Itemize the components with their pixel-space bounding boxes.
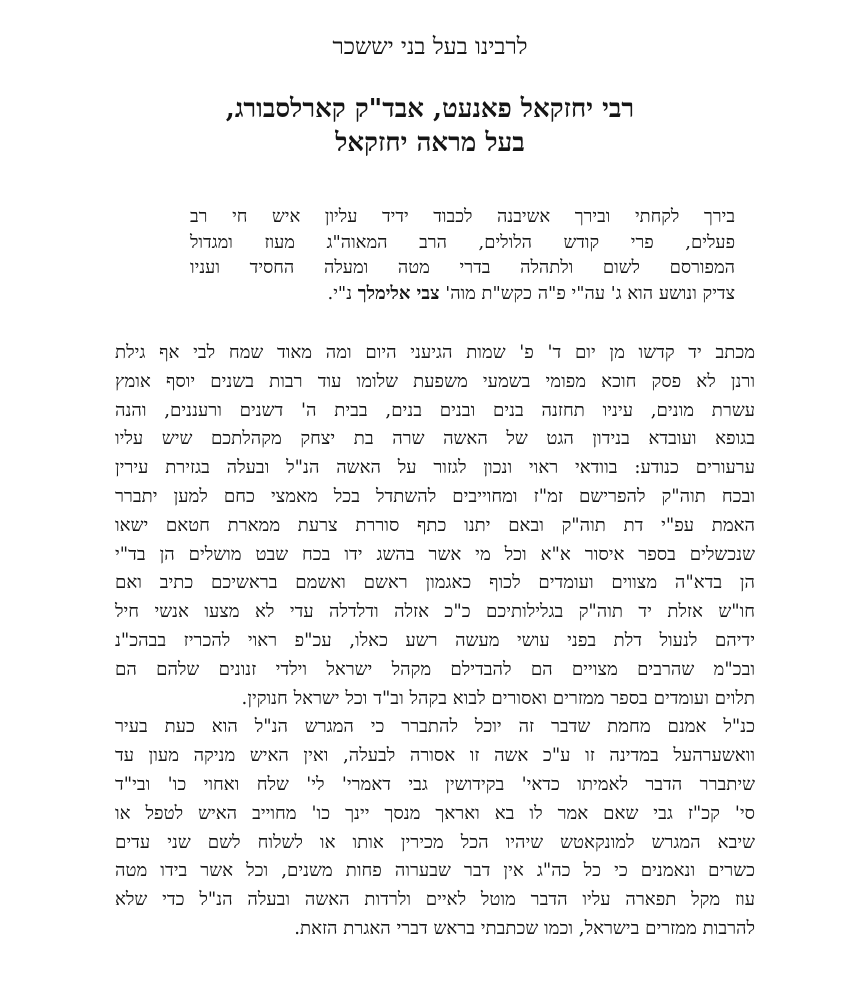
body-line: ידיהם לנעול דלת בפני עושי מעשה רשע כאלו, עכ"פ ראוי להכריז בבהכ"נ xyxy=(115,629,755,651)
title-line-2: בעל מראה יחזקאל xyxy=(335,128,525,158)
body-line: וואשערהעל במדינה זו ע"כ אשה זו אסורה לבעלה, ואין האיש מניקה מעון עד xyxy=(115,745,755,767)
letter-body xyxy=(115,339,755,944)
body-paragraph-2 xyxy=(115,713,755,943)
body-line: האמת עפ"י דת תוה"ק ובאם יתנו כתף סוררת צרעת ממארת חטאם ישאו xyxy=(115,514,755,536)
intro-line xyxy=(190,281,735,307)
body-paragraph-1 xyxy=(115,339,755,713)
body-line: חו"ש אזלת יד תוה"ק בגלילותיכם כ"כ אזלה ודלדלה עדי לא מצעו אנשי חיל xyxy=(115,601,755,623)
body-line: כנ"ל אמנם מחמת שדבר זה יוכל להתברר כי המגרש הנ"ל הוא כעת בעיר xyxy=(115,716,755,738)
intro-line: המפורסם לשום ולתהלה בדרי מטה ומעלה החסיד ועניו xyxy=(190,257,735,279)
body-line: מכתב יד קדשו מן יום ד' פ' שמות הגיעני היום ומה מאוד שמח לבי אף גילת xyxy=(115,342,755,363)
recipient-name: צבי אלימלך xyxy=(357,283,440,305)
body-line: עוז מקל תפארה עליו הדבר מוטל לאיים ולרדות האשה ובעלה הנ"ל כדי שלא xyxy=(115,889,755,911)
body-line: ערעורים כנודע: בוודאי ראוי ונכון לגזור על האשה הנ"ל ובעלה בגזירת עירין xyxy=(115,457,755,479)
running-head: לרבינו בעל בני יששכר xyxy=(332,34,528,60)
chapter-title xyxy=(0,92,860,160)
intro-line: פעלים, פרי קודש הלולים, הרב המאוה"ג מעוז ומגדול xyxy=(190,231,735,253)
body-line: ובכ"מ שהרבים מצויים הם להבדילם מקהל ישראל וילדי זנונים שלהם הם xyxy=(115,658,755,680)
body-line: כשרים ונאמנים כי כל כה"ג אין דבר שבערוה פחות משנים, וכל אשר בידו מטה xyxy=(115,860,755,882)
body-line: בגופא ועובדא בנידון הגט של האשה שרה בת יצחק מקהלתכם שיש עליו xyxy=(115,428,755,450)
body-line: הן בדא"ה מצווים ועומדים לכוף כאגמון ראשם ואשמם בראשיכם כתיב ואם xyxy=(115,572,755,594)
body-line: ורנן לא פסק חוכא מפומי בשמעי משפעת שלומו עוד רבות בשנים יוסף אומץ xyxy=(115,370,755,392)
body-line: שיבא המגרש למונקאטש שיהיו הכל מכירין אותו או לשלוח לשם שני עדים xyxy=(115,831,755,853)
intro-line-text: צדיק ונושע הוא ג' עה"י פ"ה כקש"ת מוה' xyxy=(445,283,735,305)
body-line: שנכשלים בספר איסור א"א וכל מי אשר בהשג ידו בכח שבט מושלים הן בד"י xyxy=(115,543,755,565)
intro-line: בירך לקחתי ובירך אשיבנה לכבוד ידיד עליון איש חי רב xyxy=(190,206,735,227)
intro-paragraph xyxy=(190,204,735,307)
body-line: תלוים ועומדים בספר ממזרים ואסורים לבוא בקהל וב"ד וכל ישראל חנוקין. xyxy=(241,687,755,709)
body-line: עשרת מונים, עיניו תחזנה בנים ובנים בנים, בבית ה' דשנים ורעננים, והנה xyxy=(115,399,755,421)
body-line: סי' קכ"ז גבי שאם אמר לו בא ואראך מנסך יינך כו' מחוייב האיש לטפל או xyxy=(115,802,755,824)
body-line: ובכח תוה"ק להפרישם זמ"ז ומחוייבים להשתדל בכל מאמצי כחם למען יתברר xyxy=(115,485,755,507)
body-line: שיתברר הדבר לאמיתו כדאי' בקידושין גבי דאמרי' לי' שלח ואחוי כו' ובי"ד xyxy=(115,773,755,795)
body-line: להרבות ממזרים בישראל, וכמו שכתבתי בראש דברי האגרת הזאת. xyxy=(294,917,755,939)
name-suffix: נ"י. xyxy=(327,283,353,305)
title-line-1: רבי יחזקאל פאנעט, אבד"ק קארלסבורג, xyxy=(225,94,635,124)
